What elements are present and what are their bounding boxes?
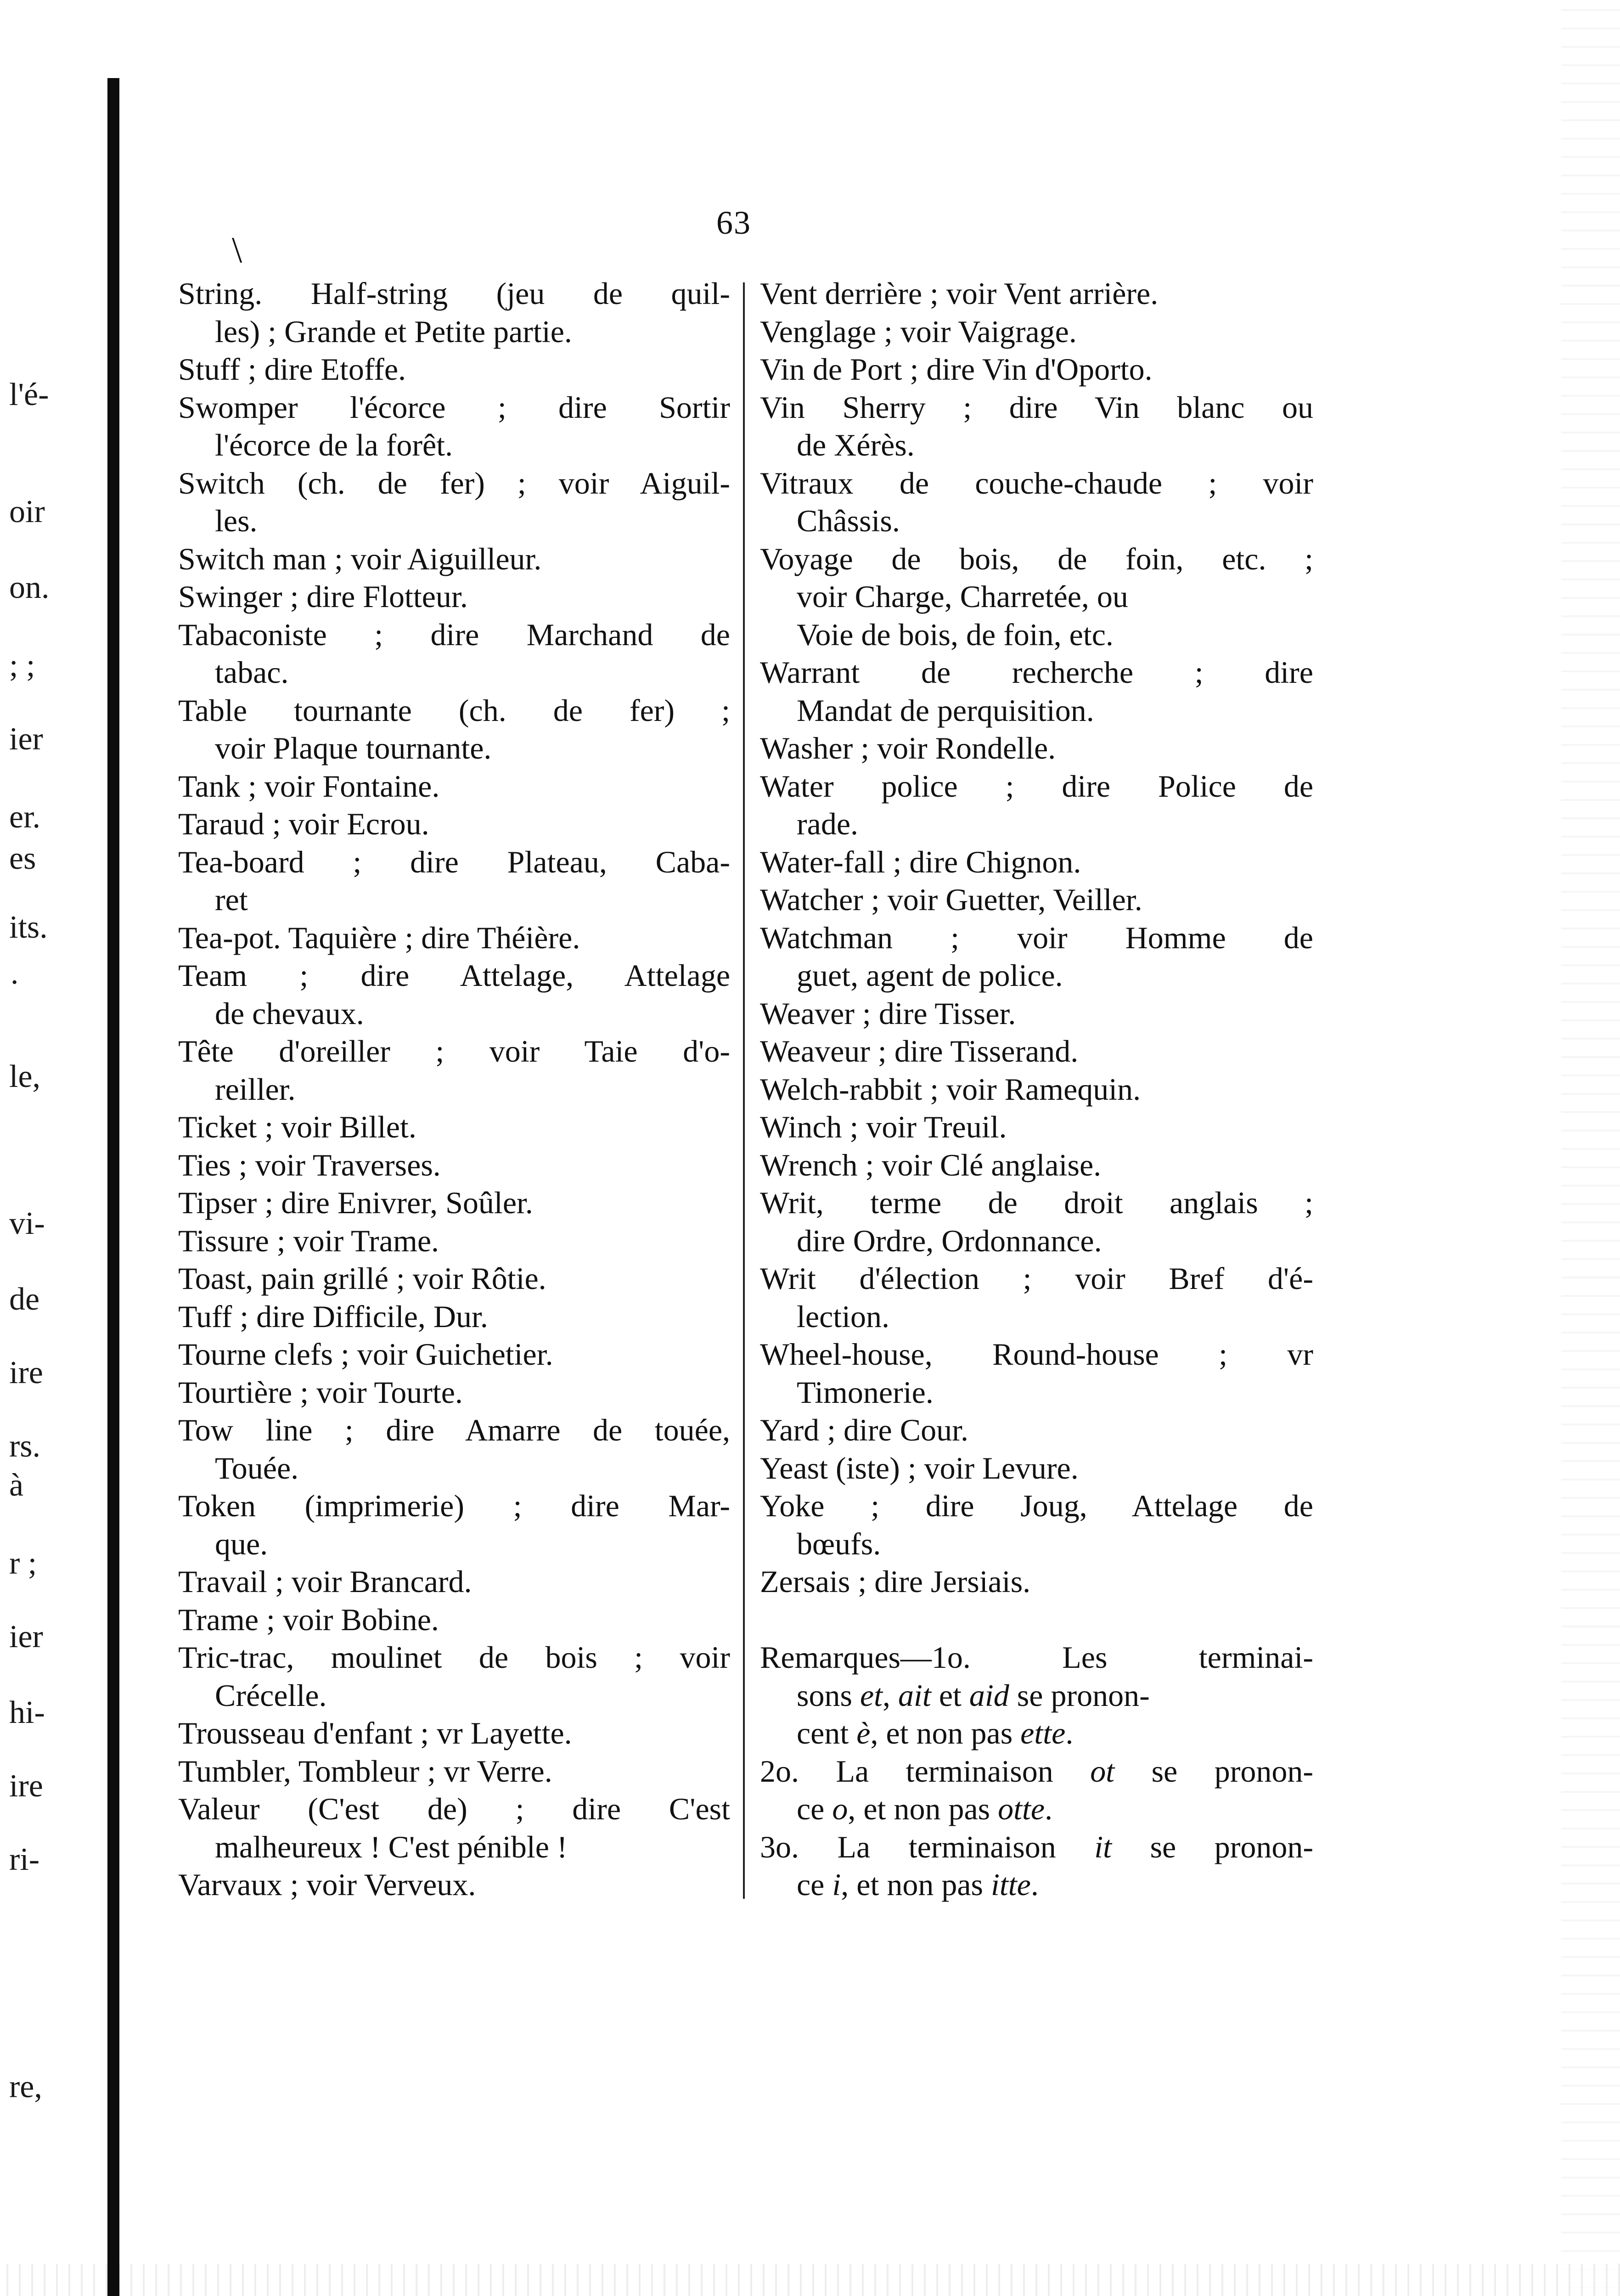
entry-line: Varvaux ; voir Verveux. <box>178 1867 476 1902</box>
entry-line: Switch (ch. de fer) ; voir Aiguil- <box>178 465 730 501</box>
remark-entry <box>760 1828 1313 1904</box>
entry-line: Tea-pot. Taquière ; dire Théière. <box>178 920 580 955</box>
entry-continuation: Timonerie. <box>797 1374 934 1410</box>
entry-line: Vent derrière ; voir Vent arrière. <box>760 276 1159 311</box>
glossary-entry <box>760 1146 1313 1184</box>
entry-line: 3o. La terminaison it se pronon- <box>760 1829 1313 1864</box>
entry-line: Watchman ; voir Homme de <box>760 920 1313 955</box>
glossary-entry <box>178 919 730 957</box>
column-divider <box>743 282 745 1899</box>
entry-line: Weaver ; dire Tisser. <box>760 996 1016 1031</box>
entry-continuation: reiller. <box>215 1071 296 1107</box>
glossary-entry <box>760 843 1313 881</box>
entry-line: Washer ; voir Rondelle. <box>760 731 1056 765</box>
entry-continuation: Crécelle. <box>215 1677 327 1713</box>
margin-fragment: oir <box>9 494 45 529</box>
entry-line: Tea-board ; dire Plateau, Caba- <box>178 844 730 879</box>
glossary-entry <box>760 1335 1313 1411</box>
margin-fragment: on. <box>9 570 50 605</box>
glossary-entry <box>760 350 1313 388</box>
entry-continuation: de Xérès. <box>797 428 915 462</box>
glossary-entry <box>178 388 730 464</box>
glossary-entry <box>760 1108 1313 1146</box>
entry-continuation: sons et, ait et aid se pronon- <box>797 1677 1150 1713</box>
entry-continuation: guet, agent de police. <box>797 958 1063 993</box>
entry-line: Taraud ; voir Ecrou. <box>178 806 429 841</box>
glossary-entry <box>760 540 1313 654</box>
glossary-entry <box>178 843 730 919</box>
entry-continuation: rade. <box>797 806 859 841</box>
entry-line: Water-fall ; dire Chignon. <box>760 844 1081 879</box>
glossary-entry <box>178 1146 730 1184</box>
entry-line: Vitraux de couche-chaude ; voir <box>760 465 1313 501</box>
glossary-entry <box>178 464 730 540</box>
entry-line: Venglage ; voir Vaigrage. <box>760 314 1077 349</box>
glossary-entry <box>178 350 730 388</box>
entry-continuation: malheureux ! C'est pénible ! <box>215 1829 568 1864</box>
entry-line: Table tournante (ch. de fer) ; <box>178 692 730 728</box>
entry-continuation: dire Ordre, Ordonnance. <box>797 1223 1102 1258</box>
glossary-entry <box>760 919 1313 995</box>
margin-fragment: ri- <box>9 1842 40 1877</box>
glossary-entry <box>760 275 1313 313</box>
entry-line: Ticket ; voir Billet. <box>178 1109 416 1144</box>
glossary-entry <box>178 1222 730 1260</box>
entry-line: Yard ; dire Cour. <box>760 1412 968 1447</box>
margin-fragment: its. <box>9 910 48 945</box>
entry-line: Welch-rabbit ; voir Ramequin. <box>760 1071 1141 1107</box>
entry-line: Toast, pain grillé ; voir Rôtie. <box>178 1261 546 1296</box>
glossary-entry <box>760 729 1313 767</box>
entry-line: Tourne clefs ; voir Guichetier. <box>178 1337 553 1372</box>
glossary-entry <box>178 1184 730 1222</box>
entry-line: Wheel-house, Round-house ; vr <box>760 1337 1313 1372</box>
entry-continuation: cent è, et non pas ette. <box>797 1716 1074 1750</box>
glossary-entry <box>178 692 730 767</box>
glossary-entry <box>178 1601 730 1639</box>
margin-fragment: ire <box>9 1355 43 1390</box>
entry-line: 2o. La terminaison ot se pronon- <box>760 1753 1313 1789</box>
glossary-entry <box>178 1866 730 1904</box>
entry-line: Vin Sherry ; dire Vin blanc ou <box>760 389 1313 425</box>
glossary-entry <box>178 1411 730 1487</box>
binding-bar <box>107 78 119 2296</box>
margin-fragment: re, <box>9 2069 42 2105</box>
entry-line: Team ; dire Attelage, Attelage <box>178 958 730 993</box>
margin-fragment: l'é- <box>9 377 49 412</box>
entry-continuation: ce i, et non pas itte. <box>797 1867 1039 1902</box>
entry-line: Tuff ; dire Difficile, Dur. <box>178 1299 488 1334</box>
entry-line: Tabaconiste ; dire Marchand de <box>178 617 730 652</box>
glossary-entry <box>178 1260 730 1298</box>
glossary-entry <box>178 540 730 578</box>
margin-fragment: ; ; <box>9 648 35 683</box>
glossary-entry <box>760 1070 1313 1109</box>
margin-fragment: ier <box>9 1619 43 1654</box>
entry-line: Trame ; voir Bobine. <box>178 1602 439 1637</box>
glossary-entry <box>760 1563 1313 1601</box>
margin-fragment: vi- <box>9 1206 45 1241</box>
entry-continuation: Mandat de perquisition. <box>797 692 1094 728</box>
entry-line: Watcher ; voir Guetter, Veiller. <box>760 882 1142 917</box>
entry-continuation: lection. <box>797 1299 890 1334</box>
glossary-entry <box>178 957 730 1032</box>
margin-fragment: ier <box>9 721 43 757</box>
entry-line: Zersais ; dire Jersiais. <box>760 1564 1031 1599</box>
entry-line: Vin de Port ; dire Vin d'Oporto. <box>760 352 1153 387</box>
glossary-entry <box>178 1373 730 1412</box>
entry-line: Travail ; voir Brancard. <box>178 1564 472 1599</box>
glossary-entry <box>760 995 1313 1033</box>
glossary-entry <box>760 1411 1313 1449</box>
glossary-entry <box>178 1487 730 1563</box>
left-column <box>178 275 730 1904</box>
entry-continuation: que. <box>215 1526 268 1561</box>
margin-fragment: · <box>9 965 20 1000</box>
glossary-entry <box>178 1752 730 1790</box>
entry-continuation: Châssis. <box>797 503 900 538</box>
entry-continuation: Touée. <box>215 1450 299 1486</box>
entry-line: Ties ; voir Traverses. <box>178 1147 441 1182</box>
entry-line: Token (imprimerie) ; dire Mar- <box>178 1488 730 1523</box>
entry-line: Winch ; voir Treuil. <box>760 1109 1007 1144</box>
glossary-entry <box>760 1260 1313 1335</box>
margin-fragment: rs. <box>9 1429 41 1464</box>
margin-fragment: hi- <box>9 1695 45 1730</box>
entry-line: Swinger ; dire Flotteur. <box>178 579 468 614</box>
entry-line: Tric-trac, moulinet de bois ; voir <box>178 1640 730 1675</box>
glossary-entry <box>760 1449 1313 1487</box>
remarks-spacer <box>760 1601 1313 1639</box>
glossary-entry <box>760 388 1313 464</box>
entry-line: Valeur (C'est de) ; dire C'est <box>178 1791 730 1826</box>
glossary-entry <box>178 1108 730 1146</box>
glossary-entry <box>178 1638 730 1714</box>
glossary-entry <box>178 1563 730 1601</box>
entry-continuation: bœufs. <box>797 1526 881 1561</box>
entry-continuation: les) ; Grande et Petite partie. <box>215 314 572 349</box>
entry-line: Water police ; dire Police de <box>760 768 1313 804</box>
glossary-entry <box>178 1714 730 1752</box>
entry-line: Tank ; voir Fontaine. <box>178 768 440 804</box>
glossary-entry <box>178 1032 730 1108</box>
page-number: 63 <box>716 204 751 241</box>
entry-line: Trousseau d'enfant ; vr Layette. <box>178 1716 572 1750</box>
glossary-entry <box>178 1335 730 1373</box>
entry-continuation: ce o, et non pas otte. <box>797 1791 1053 1826</box>
entry-continuation: les. <box>215 503 258 538</box>
glossary-entry <box>178 275 730 350</box>
glossary-entry <box>178 616 730 692</box>
glossary-entry <box>178 805 730 843</box>
page-edge-texture <box>1561 0 1620 2296</box>
right-column <box>760 275 1313 1904</box>
entry-line: Switch man ; voir Aiguilleur. <box>178 541 542 576</box>
entry-continuation: voir Plaque tournante. <box>215 731 492 765</box>
entry-line: Weaveur ; dire Tisserand. <box>760 1034 1079 1069</box>
facing-page-fragments <box>0 0 106 2296</box>
margin-fragment: ire <box>9 1768 43 1804</box>
glossary-entry <box>760 1032 1313 1070</box>
entry-line: Stuff ; dire Etoffe. <box>178 352 406 387</box>
remark-entry <box>760 1752 1313 1828</box>
glossary-entry <box>178 1790 730 1866</box>
entry-line: Yoke ; dire Joug, Attelage de <box>760 1488 1313 1523</box>
glossary-entry <box>760 464 1313 540</box>
entry-line: String. Half-string (jeu de quil- <box>178 276 730 311</box>
entry-line: Writ, terme de droit anglais ; <box>760 1185 1313 1220</box>
entry-continuation: ret <box>215 882 248 917</box>
entry-line: Tipser ; dire Enivrer, Soûler. <box>178 1185 533 1220</box>
entry-line: Yeast (iste) ; voir Levure. <box>760 1450 1079 1486</box>
remark-entry <box>760 1638 1313 1752</box>
margin-fragment: er. <box>9 799 41 835</box>
entry-continuation: tabac. <box>215 655 289 690</box>
glossary-entry <box>760 653 1313 729</box>
entry-line: Swomper l'écorce ; dire Sortir <box>178 389 730 425</box>
entry-continuation: de chevaux. <box>215 996 364 1031</box>
entry-line: Voyage de bois, de foin, etc. ; <box>760 541 1313 576</box>
glossary-entry <box>760 881 1313 919</box>
entry-continuation: voir Charge, Charretée, ou <box>797 579 1128 614</box>
entry-line: Tumbler, Tombleur ; vr Verre. <box>178 1753 552 1789</box>
entry-line: Tête d'oreiller ; voir Taie d'o- <box>178 1034 730 1069</box>
entry-line: Tissure ; voir Trame. <box>178 1223 439 1258</box>
entry-line: Remarques—1o. Les terminai- <box>760 1640 1313 1675</box>
entry-line: Tourtière ; voir Tourte. <box>178 1374 463 1410</box>
margin-fragment: de <box>9 1282 40 1317</box>
entry-line: Writ d'élection ; voir Bref d'é- <box>760 1261 1313 1296</box>
glossary-entry <box>760 767 1313 843</box>
entry-line: Tow line ; dire Amarre de touée, <box>178 1412 730 1447</box>
glossary-entry <box>178 767 730 805</box>
glossary-entry <box>760 1184 1313 1260</box>
margin-fragment: le, <box>9 1059 41 1094</box>
glossary-entry <box>760 313 1313 351</box>
glossary-entry <box>178 578 730 616</box>
entry-line: Warrant de recherche ; dire <box>760 655 1313 690</box>
entry-line: Wrench ; voir Clé anglaise. <box>760 1147 1102 1182</box>
bottom-edge-texture <box>0 2264 1620 2296</box>
entry-continuation: Voie de bois, de foin, etc. <box>797 617 1114 652</box>
margin-fragment: es <box>9 841 36 876</box>
tick-mark: \ <box>232 230 242 270</box>
glossary-entry <box>178 1298 730 1336</box>
margin-fragment: à <box>9 1468 24 1503</box>
entry-continuation: l'écorce de la forêt. <box>215 428 453 462</box>
glossary-entry <box>760 1487 1313 1563</box>
margin-fragment: r ; <box>9 1546 37 1581</box>
